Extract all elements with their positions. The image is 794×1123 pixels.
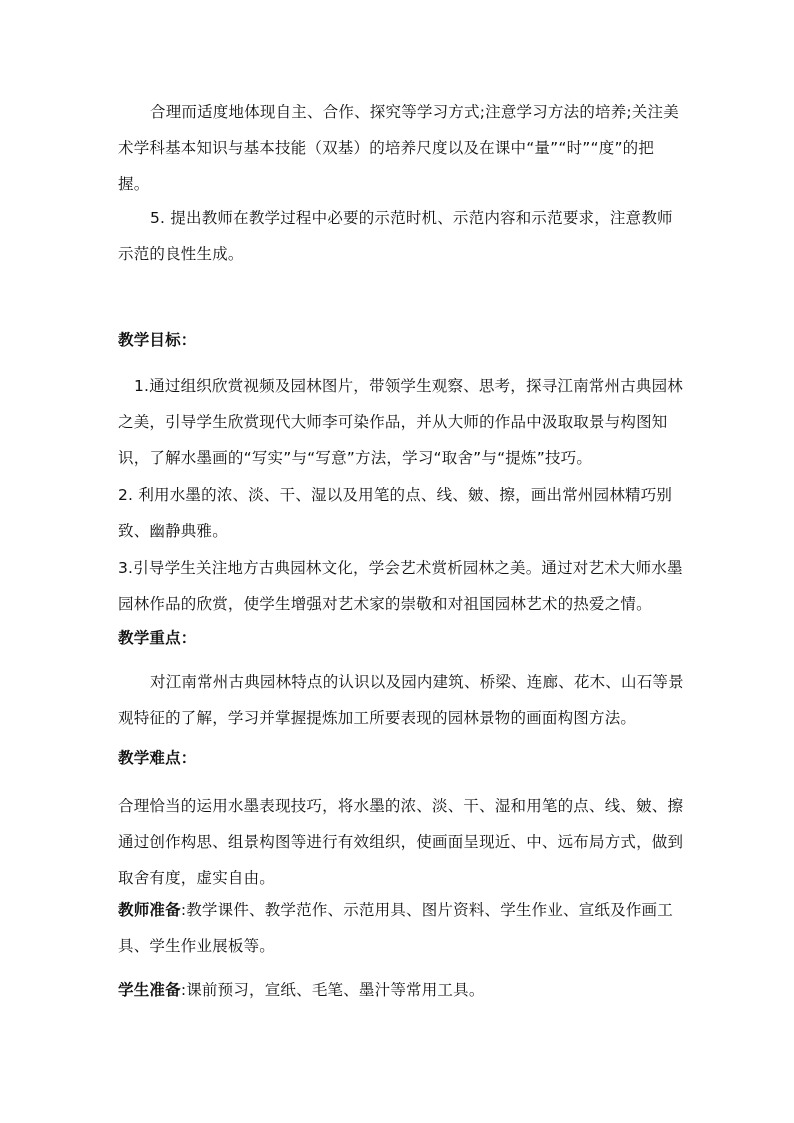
objective-item-3: 3.引导学生关注地方古典园林文化，学会艺术赏析园林之美。通过对艺术大师水墨园林作品的欣赏，使学生增强对艺术家的崇敬和对祖国园林艺术的热爱之情。 [118, 559, 683, 613]
teacher-prep-text: :教学课件、教学范作、示范用具、图片资料、学生作业、宣纸及作画工具、学生作业展板等。 [118, 901, 673, 955]
teacher-prep [118, 892, 684, 964]
key-points-heading: 教学重点： [118, 629, 197, 647]
objectives-heading: 教学目标： [118, 331, 197, 349]
teacher-prep-label: 教师准备 [118, 901, 181, 919]
intro-paragraph-2: 5. 提出教师在教学过程中必要的示范时机、示范内容和示范要求，注意教师示范的良性生成。 [118, 209, 673, 263]
difficulties-heading: 教学难点： [118, 749, 197, 767]
student-prep-label: 学生准备 [118, 981, 181, 999]
student-prep [118, 972, 684, 1008]
intro-paragraph-1: 合理而适度地体现自主、合作、探究等学习方式;注意学习方法的培养;关注美术学科基本知识与基本技能（双基）的培养尺度以及在课中“量”“时”“度”的把握。 [118, 103, 679, 193]
student-prep-text: :课前预习，宣纸、毛笔、墨汁等常用工具。 [180, 981, 485, 999]
objective-item-2: 2. 利用水墨的浓、淡、干、湿以及用笔的点、线、皴、擦，画出常州园林精巧别致、幽静典雅。 [118, 486, 673, 540]
objective-item-1: 1.通过组织欣赏视频及园林图片，带领学生观察、思考，探寻江南常州古典园林之美，引导学生欣赏现代大师李可染作品，并从大师的作品中汲取取景与构图知识，了解水墨画的“写实”与“写意”方法，学习“取舍”与“提炼”技巧。 [118, 377, 683, 467]
difficulties-text: 合理恰当的运用水墨表现技巧，将水墨的浓、淡、干、湿和用笔的点、线、皴、擦通过创作构思、组景构图等进行有效组织，使画面呈现近、中、远布局方式，做到取舍有度，虚实自由。 [118, 797, 684, 887]
key-points-text: 对江南常州古典园林特点的认识以及园内建筑、桥梁、连廊、花木、山石等景观特征的了解，学习并掌握提炼加工所要表现的园林景物的画面构图方法。 [118, 673, 684, 727]
